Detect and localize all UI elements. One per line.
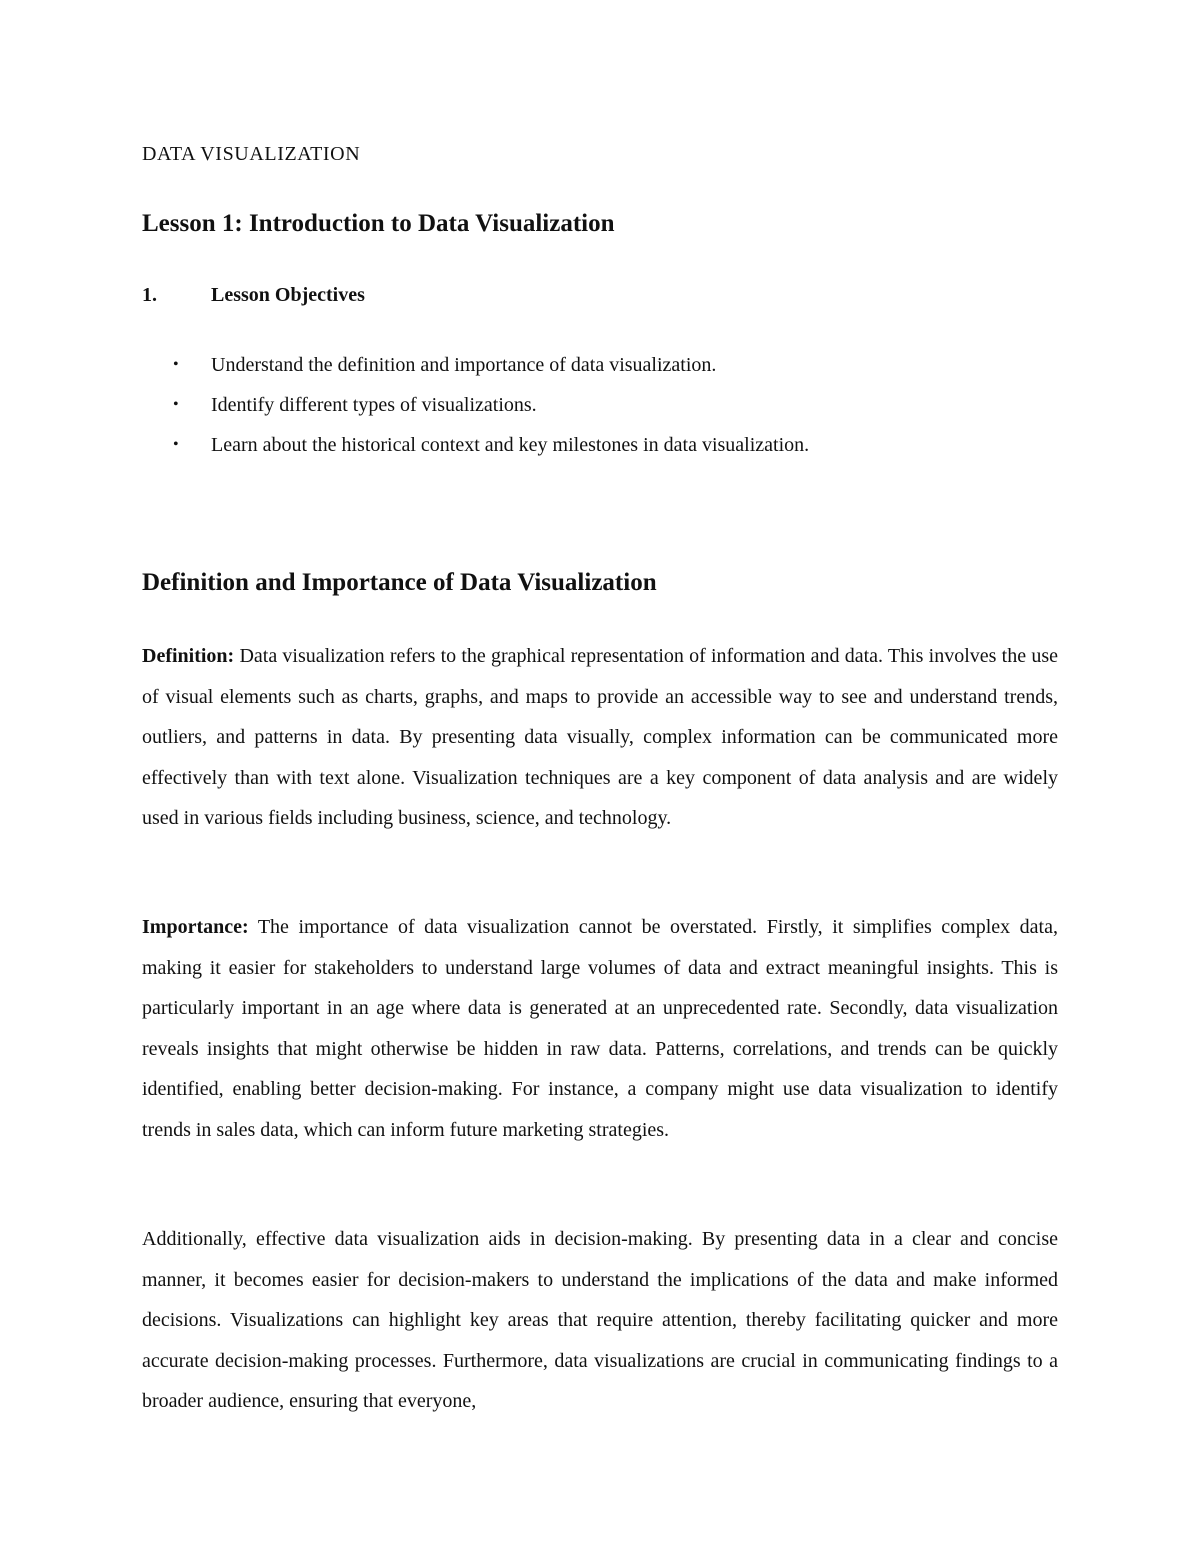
importance-lead: Importance: [142, 916, 249, 938]
bullet-icon: • [173, 356, 179, 373]
definition-text: Data visualization refers to the graphical representation of information and data. This involves the use of visual elements such as charts, graphs, and maps to provide an accessible way to see and understand trends, outliers, and patterns in data. By presenting data visually, complex information can be communicated more effectively than with text alone. Visualization techniques are a key component of data analysis and are widely used in various fields including business, science, and technology. [142, 645, 1058, 829]
list-item-text: Identify different types of visualizations. [211, 394, 537, 416]
document-title: DATA VISUALIZATION [142, 143, 361, 165]
list-item [142, 430, 809, 470]
list-item-text: Learn about the historical context and key milestones in data visualization. [211, 434, 810, 456]
lesson-title: Lesson 1: Introduction to Data Visualization [142, 210, 615, 237]
definition-lead: Definition: [142, 645, 235, 667]
importance-paragraph [142, 907, 1058, 1150]
section-title: Definition and Importance of Data Visualization [142, 569, 657, 596]
bullet-icon: • [173, 436, 179, 453]
importance-text: The importance of data visualization cannot be overstated. Firstly, it simplifies complex data, making it easier for stakeholders to understand large volumes of data and extract meaningful insights. This is particularly important in an age where data is generated at an unprecedented rate. Secondly, data visualization reveals insights that might otherwise be hidden in raw data. Patterns, correlations, and trends can be quickly identified, enabling better decision-making. For instance, a company might use data visualization to identify trends in sales data, which can inform future marketing strategies. [142, 916, 1058, 1141]
additional-paragraph [142, 1219, 1058, 1422]
list-item [142, 390, 809, 430]
bullet-icon: • [173, 396, 179, 413]
definition-paragraph [142, 636, 1058, 839]
list-item-text: Understand the definition and importance of data visualization. [211, 354, 717, 376]
objectives-heading-text: Lesson Objectives [211, 284, 365, 306]
objectives-list [142, 350, 809, 470]
list-item [142, 350, 809, 390]
additional-text: Additionally, effective data visualization aids in decision-making. By presenting data in a clear and concise manner, it becomes easier for decision-makers to understand the implications of the data and make informed decisions. Visualizations can highlight key areas that require attention, thereby facilitating quicker and more accurate decision-making processes. Furthermore, data visualizations are crucial in communicating findings to a broader audience, ensuring that everyone, [142, 1228, 1058, 1412]
objectives-number: 1. [142, 284, 157, 306]
objectives-heading [142, 284, 365, 307]
